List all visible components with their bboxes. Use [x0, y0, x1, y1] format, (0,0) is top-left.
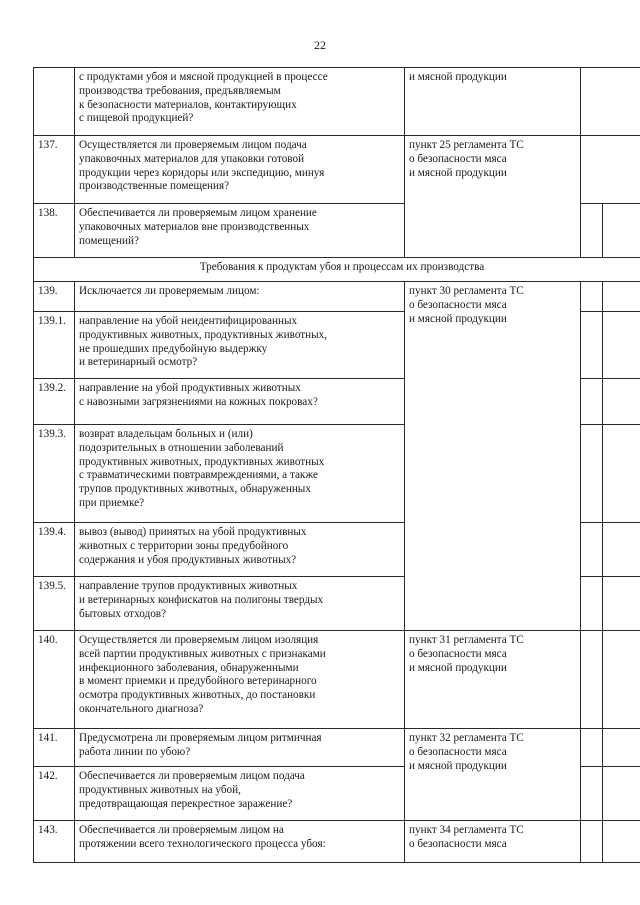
answer-cell — [581, 767, 603, 821]
question-line: при приемке? — [79, 496, 145, 509]
row-number: 140. — [34, 631, 75, 729]
question-line: Осуществляется ли проверяемым лицом подача — [79, 139, 307, 151]
reference-cell — [405, 68, 581, 136]
question-line: вывоз (вывод) принятых на убой продуктивных — [79, 526, 307, 538]
table-row — [34, 821, 640, 863]
question-cell — [75, 821, 405, 863]
question-cell — [75, 631, 405, 729]
question-line: направление на убой продуктивных животных — [79, 382, 301, 394]
reference-line: пункт 32 регламента ТС — [409, 732, 524, 744]
question-line: с пищевой продукцией? — [79, 112, 194, 125]
question-line: Обеспечивается ли проверяемым лицом подача — [79, 770, 305, 782]
question-line: и ветеринарный осмотр? — [79, 356, 198, 369]
question-cell — [75, 767, 405, 821]
answer-cell — [603, 821, 640, 863]
reference-cell — [405, 821, 581, 863]
question-line: продуктивных животных, продуктивных животных — [79, 455, 325, 468]
question-line: предотвращающая перекрестное заражение? — [79, 797, 293, 810]
question-line: Исключается ли проверяемым лицом: — [79, 285, 260, 297]
answer-cell — [603, 767, 640, 821]
question-line: подозрительных в отношении заболеваний — [79, 441, 284, 454]
question-line: продуктивных животных на убой, — [79, 783, 241, 796]
question-line: трупов продуктивных животных, обнаруженных — [79, 483, 311, 496]
reference-cell — [405, 631, 581, 729]
answer-cell — [581, 312, 603, 379]
row-number: 139. — [34, 282, 75, 312]
answer-cell — [581, 425, 603, 523]
answer-cell — [581, 523, 603, 577]
answer-cell — [603, 379, 640, 425]
question-cell — [75, 379, 405, 425]
reference-line: пункт 25 регламента ТС — [409, 139, 524, 151]
reference-line: и мясной продукции — [409, 71, 507, 83]
question-cell — [75, 282, 405, 312]
answer-cell — [581, 577, 603, 631]
row-number: 139.5. — [34, 577, 75, 631]
question-line: работа линии по убою? — [79, 745, 191, 758]
question-cell — [75, 312, 405, 379]
reference-cell — [405, 282, 581, 631]
table-row — [34, 729, 640, 767]
reference-cell — [405, 136, 581, 258]
answer-cell — [581, 729, 603, 767]
question-line: производственные помещения? — [79, 180, 230, 193]
question-line: производства требования, предъявляемым — [79, 84, 281, 97]
section-title: Требования к продуктам убоя и процессам их производства — [34, 258, 640, 282]
reference-line: пункт 34 регламента ТС — [409, 824, 524, 836]
reference-line: и мясной продукции — [409, 312, 507, 325]
answer-cell — [603, 425, 640, 523]
answer-cell — [603, 282, 640, 312]
row-number: 139.2. — [34, 379, 75, 425]
question-line: упаковочных материалов для упаковки готовой — [79, 152, 305, 165]
reference-line: о безопасности мяса — [409, 647, 507, 660]
reference-line: о безопасности мяса — [409, 837, 507, 850]
page-number: 22 — [314, 38, 326, 52]
table-row — [34, 68, 640, 136]
answer-cell — [581, 136, 640, 204]
question-cell — [75, 523, 405, 577]
row-number: 139.1. — [34, 312, 75, 379]
question-line: с навозными загрязнениями на кожных покровах? — [79, 395, 318, 408]
question-line: Обеспечивается ли проверяемым лицом хранение — [79, 207, 317, 219]
question-line: и ветеринарных конфискатов на полигоны твердых — [79, 593, 324, 606]
reference-line: о безопасности мяса — [409, 298, 507, 311]
question-line: в момент приемки и предубойного ветеринарного — [79, 675, 317, 688]
answer-cell — [581, 379, 603, 425]
row-number: 141. — [34, 729, 75, 767]
answer-cell — [581, 204, 603, 258]
question-line: к безопасности материалов, контактирующих — [79, 98, 297, 111]
question-line: не прошедших предубойную выдержку — [79, 342, 268, 355]
answer-cell — [581, 282, 603, 312]
question-cell — [75, 68, 405, 136]
answer-cell — [603, 577, 640, 631]
question-line: продуктивных животных, продуктивных животных, — [79, 328, 328, 341]
question-line: животных с территории зоны предубойного — [79, 539, 289, 552]
question-cell — [75, 136, 405, 204]
answer-cell — [603, 312, 640, 379]
reference-line: и мясной продукции — [409, 166, 507, 179]
question-line: продукции через коридоры или экспедицию, минуя — [79, 166, 325, 179]
question-line: осмотра продуктивных животных, до постановки — [79, 689, 316, 702]
question-line: направление трупов продуктивных животных — [79, 580, 298, 592]
answer-cell — [581, 821, 603, 863]
reference-line: пункт 31 регламента ТС — [409, 634, 524, 646]
reference-line: пункт 30 регламента ТС — [409, 285, 524, 297]
reference-line: и мясной продукции — [409, 661, 507, 674]
question-cell — [75, 204, 405, 258]
question-line: возврат владельцам больных и (или) — [79, 428, 253, 440]
question-line: помещений? — [79, 234, 139, 247]
reference-line: о безопасности мяса — [409, 745, 507, 758]
answer-cell — [603, 204, 640, 258]
section-header-row — [34, 258, 640, 282]
question-line: с продуктами убоя и мясной продукцией в процессе — [79, 71, 328, 83]
reference-line: о безопасности мяса — [409, 152, 507, 165]
answer-cell — [581, 68, 640, 136]
row-number: 137. — [34, 136, 75, 204]
question-line: Предусмотрена ли проверяемым лицом ритмичная — [79, 732, 322, 744]
question-line: протяжении всего технологического процесса убоя: — [79, 837, 326, 850]
question-line: всей партии продуктивных животных с признаками — [79, 647, 326, 660]
question-line: упаковочных материалов вне производственных — [79, 220, 310, 233]
row-number: 138. — [34, 204, 75, 258]
table-row — [34, 631, 640, 729]
reference-line: и мясной продукции — [409, 759, 507, 772]
row-number — [34, 68, 75, 136]
row-number: 139.4. — [34, 523, 75, 577]
table-row — [34, 136, 640, 204]
question-line: направление на убой неидентифицированных — [79, 315, 298, 327]
row-number: 142. — [34, 767, 75, 821]
question-line: окончательного диагноза? — [79, 702, 204, 715]
answer-cell — [603, 523, 640, 577]
question-cell — [75, 425, 405, 523]
answer-cell — [603, 729, 640, 767]
reference-cell — [405, 729, 581, 821]
question-cell — [75, 729, 405, 767]
question-line: содержания и убоя продуктивных животных? — [79, 553, 297, 566]
question-line: Обеспечивается ли проверяемым лицом на — [79, 824, 284, 836]
question-line: инфекционного заболевания, обнаруженными — [79, 661, 299, 674]
question-line: Осуществляется ли проверяемым лицом изоляция — [79, 634, 319, 646]
answer-cell — [581, 631, 603, 729]
row-number: 143. — [34, 821, 75, 863]
question-cell — [75, 577, 405, 631]
answer-cell — [603, 631, 640, 729]
row-number: 139.3. — [34, 425, 75, 523]
checklist-table — [33, 67, 640, 863]
question-line: бытовых отходов? — [79, 607, 167, 620]
table-row — [34, 282, 640, 312]
question-line: с травматическими повтравмреждениями, а также — [79, 469, 318, 482]
